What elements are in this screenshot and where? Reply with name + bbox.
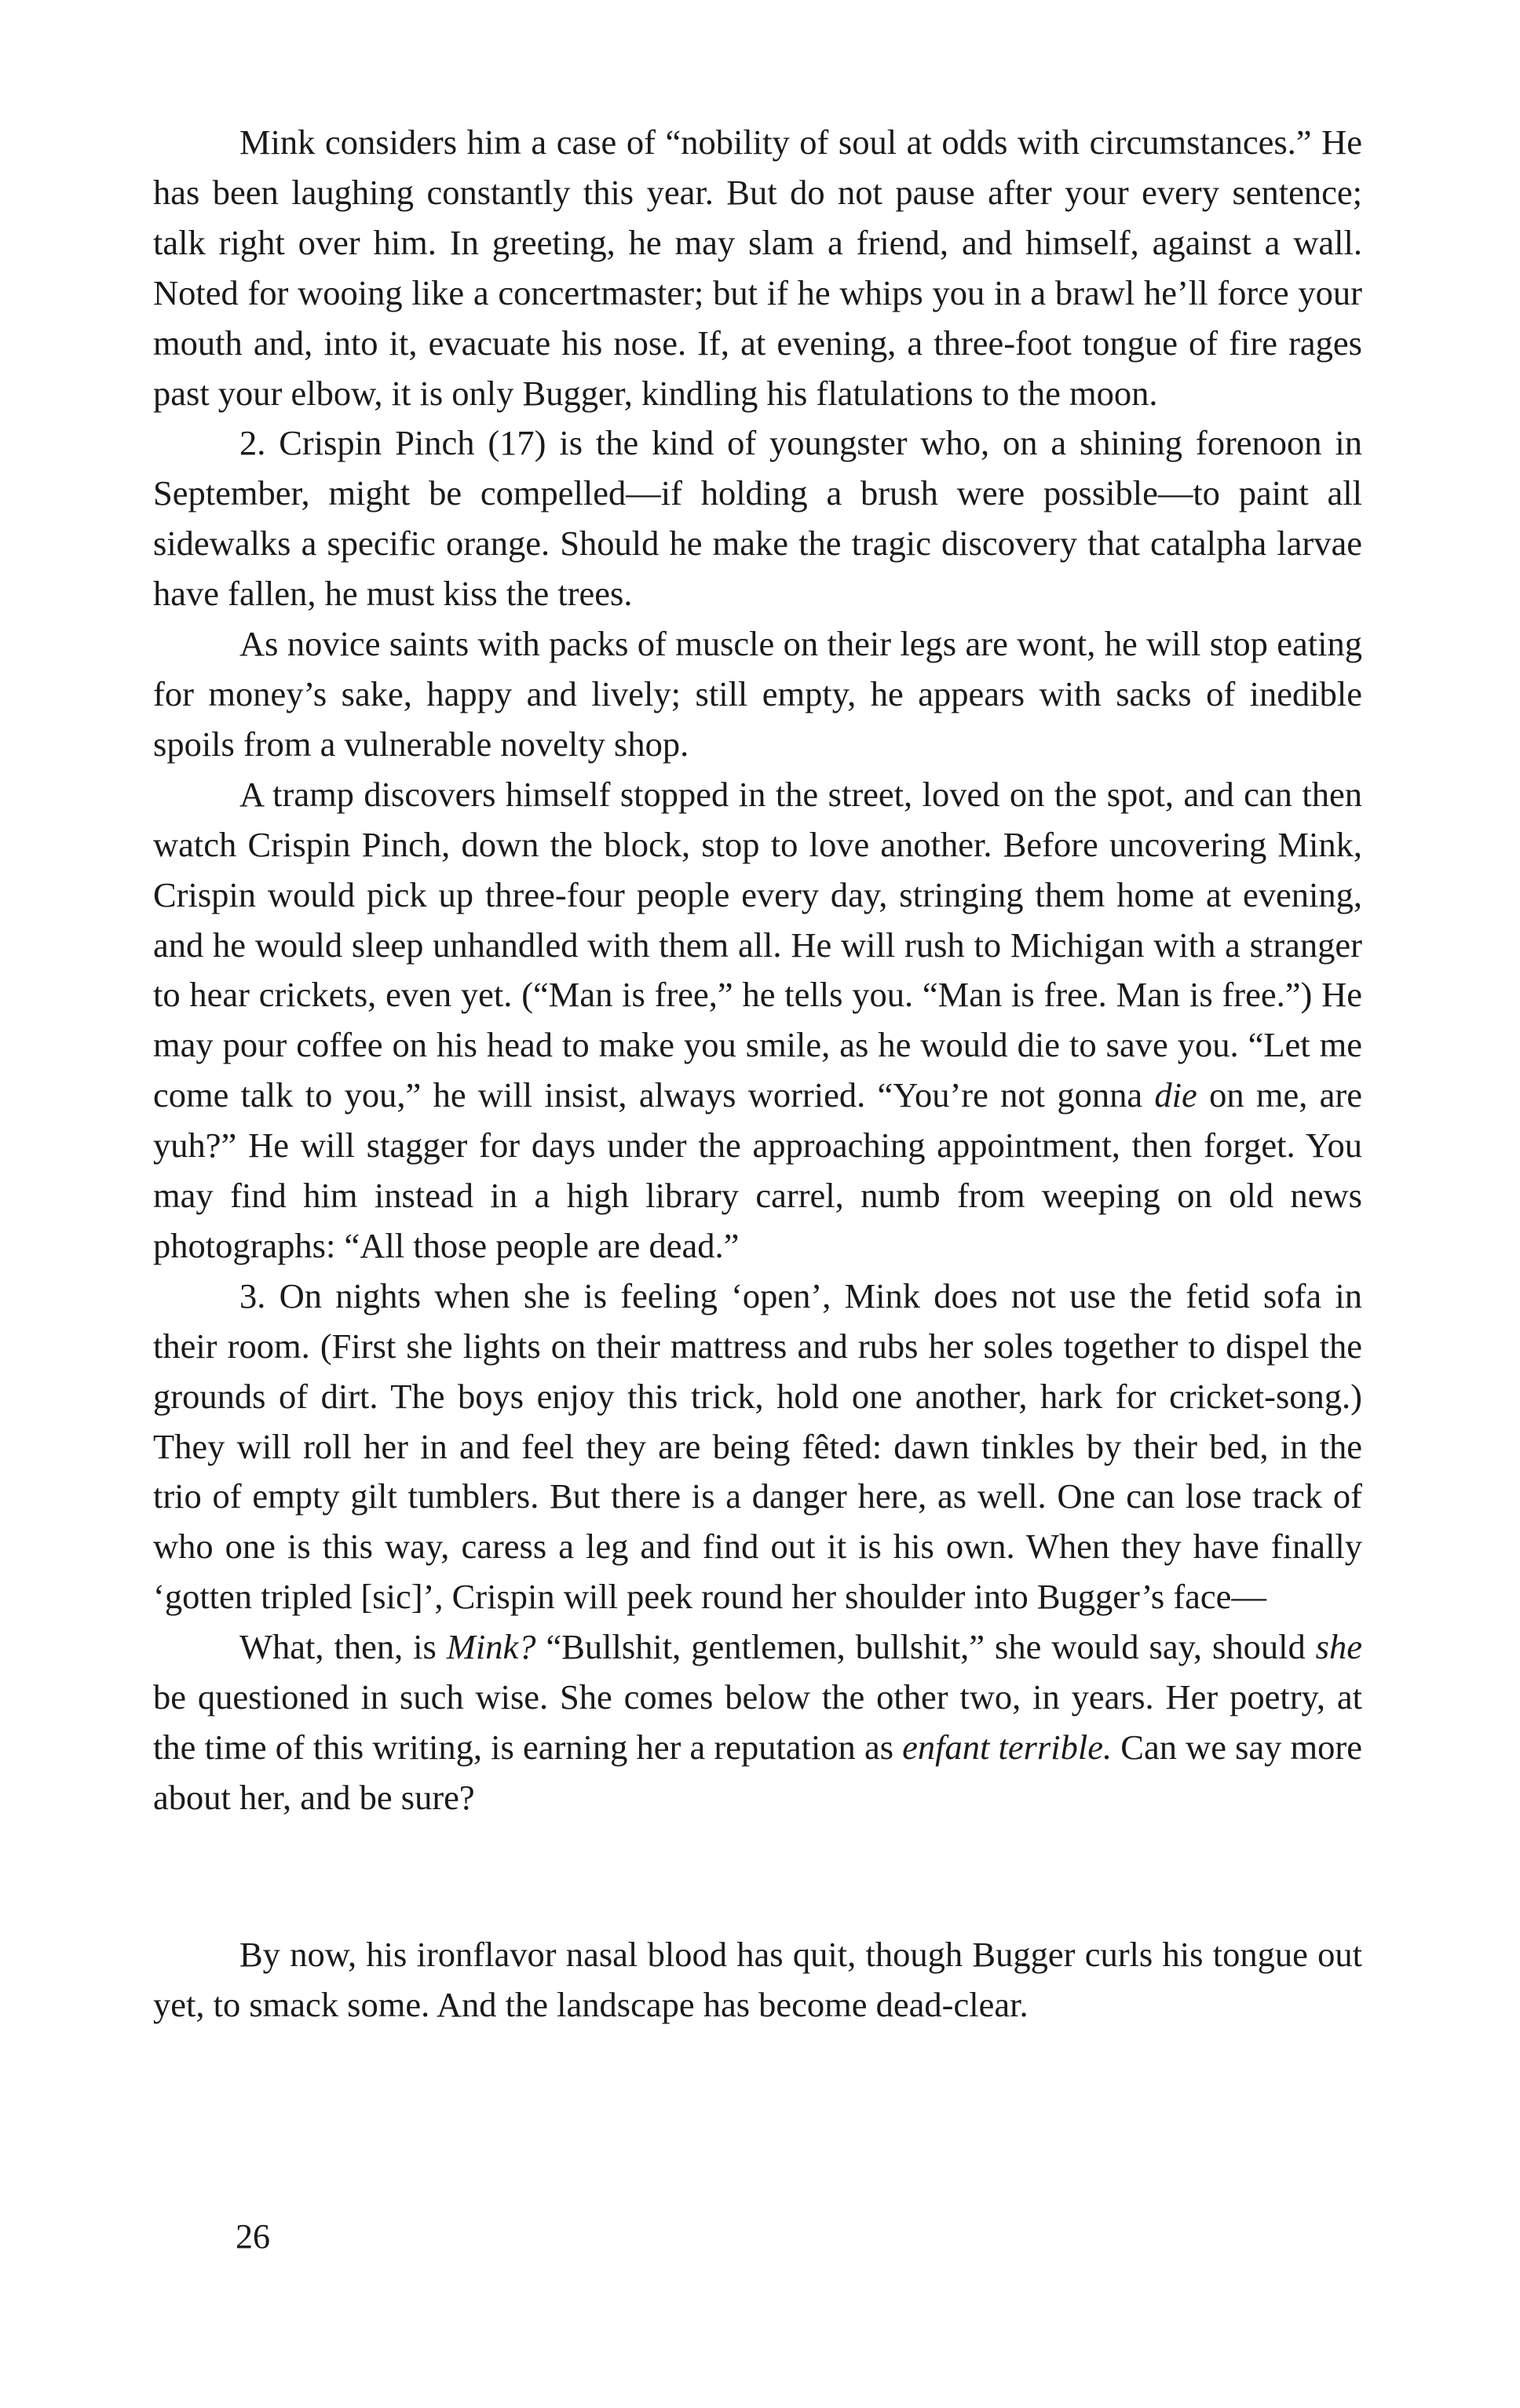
text-run: As novice saints with packs of muscle on their legs are wont, he will stop eating for money’s sake, happy and lively; still empty, he appears with sacks of inedible spoils from a vulnerable novelty shop.: [153, 624, 1362, 764]
italic-text: Mink?: [446, 1627, 536, 1667]
paragraph: [153, 1622, 1362, 1823]
text-run: Can we say more about her, and be sure?: [153, 1728, 1362, 1817]
italic-text: enfant terrible.: [902, 1728, 1113, 1767]
body-text: [153, 118, 1362, 2030]
paragraph: [153, 118, 1362, 418]
page-number: 26: [236, 2217, 270, 2256]
italic-text: die: [1154, 1075, 1197, 1115]
text-run: “Bullshit, gentlemen, bullshit,” she would say, should: [535, 1627, 1316, 1667]
text-run: By now, his ironflavor nasal blood has quit, though Bugger curls his tongue out yet, to smack some. And the landscape has become dead-clear.: [153, 1934, 1362, 2024]
text-run: be questioned in such wise. She comes below the other two, in years. Her poetry, at the time of this writing, is earning her a reputation as: [153, 1677, 1362, 1767]
paragraph: [153, 1271, 1362, 1622]
paragraph: [153, 770, 1362, 1271]
text-run: on me, are yuh?” He will stagger for days under the approaching appointment, then forget. You may find him instead in a high library carrel, numb from weeping on old news photographs: “All those people are dead.”: [153, 1075, 1363, 1265]
text-run: What, then, is: [239, 1627, 447, 1667]
paragraph: [153, 1930, 1362, 2030]
text-run: 2. Crispin Pinch (17) is the kind of youngster who, on a shining forenoon in September, might be compelled—if holding a brush were possible—to paint all sidewalks a specific orange. Should he make the tragic discovery that catalpha larvae have fallen, he must kiss the trees.: [153, 423, 1362, 614]
paragraph: [153, 619, 1362, 770]
italic-text: she: [1315, 1627, 1362, 1667]
text-run: A tramp discovers himself stopped in the street, loved on the spot, and can then watch Crispin Pinch, down the block, stop to love another. Before uncovering Mink, Crispin would pick up three-four people every day, stringing them home at evening, and he would sleep unhandled with them all. He will rush to Michigan with a stranger to hear crickets, even yet. (“Man is free,” he tells you. “Man is free. Man is free.”) He may pour coffee on his head to make you smile, as he would die to save you. “Let me come talk to you,” he will insist, always worried. “You’re not gonna: [153, 774, 1362, 1115]
text-run: 3. On nights when she is feeling ‘open’, Mink does not use the fetid sofa in their room. (First she lights on their mattress and rubs her soles together to dispel the grounds of dirt. The boys enjoy this trick, hold one another, hark for cricket-song.) They will roll her in and feel they are being fêted: dawn tinkles by their bed, in the trio of empty gilt tumblers. But there is a danger here, as well. One can lose track of who one is this way, caress a leg and find out it is his own. When they have finally ‘gotten tripled [sic]’, Crispin will peek round her shoulder into Bugger’s face—: [153, 1275, 1362, 1617]
text-run: Mink considers him a case of “nobility of soul at odds with circumstances.” He has been laughing constantly this year. But do not pause after your every sentence; talk right over him. In greeting, he may slam a friend, and himself, against a wall. Noted for wooing like a concertmaster; but if he whips you in a brawl he’ll force your mouth and, into it, evacuate his nose. If, at evening, a three-foot tongue of fire rages past your elbow, it is only Bugger, kindling his flatulations to the moon.: [153, 122, 1362, 413]
section-break: [153, 1823, 1362, 1930]
paragraph: [153, 418, 1362, 619]
